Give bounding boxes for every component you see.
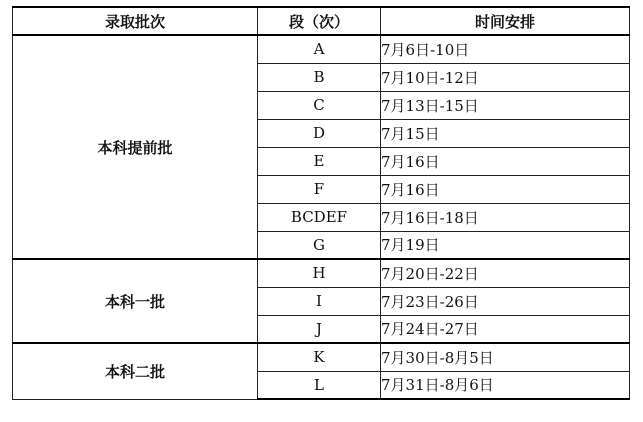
batch-cell: 本科一批	[13, 259, 258, 343]
segment-cell: A	[258, 35, 381, 63]
segment-cell: C	[258, 91, 381, 119]
time-cell: 7月13日-15日	[381, 91, 630, 119]
time-cell: 7月6日-10日	[381, 35, 630, 63]
segment-cell: I	[258, 287, 381, 315]
table-row	[13, 259, 630, 287]
time-cell: 7月10日-12日	[381, 63, 630, 91]
time-cell: 7月24日-27日	[381, 315, 630, 343]
time-cell: 7月20日-22日	[381, 259, 630, 287]
time-cell: 7月16日	[381, 175, 630, 203]
segment-cell: L	[258, 371, 381, 399]
time-cell: 7月15日	[381, 119, 630, 147]
admission-schedule-table	[12, 6, 630, 400]
header-batch: 录取批次	[13, 7, 258, 35]
admission-schedule-document	[12, 6, 629, 400]
segment-cell: G	[258, 231, 381, 259]
time-cell: 7月31日-8月6日	[381, 371, 630, 399]
time-cell: 7月19日	[381, 231, 630, 259]
header-time: 时间安排	[381, 7, 630, 35]
segment-cell: B	[258, 63, 381, 91]
header-segment: 段（次）	[258, 7, 381, 35]
table-row	[13, 35, 630, 63]
table-row	[13, 343, 630, 371]
batch-cell: 本科二批	[13, 343, 258, 399]
segment-cell: F	[258, 175, 381, 203]
time-cell: 7月30日-8月5日	[381, 343, 630, 371]
segment-cell: E	[258, 147, 381, 175]
batch-cell: 本科提前批	[13, 35, 258, 259]
segment-cell: H	[258, 259, 381, 287]
segment-cell: J	[258, 315, 381, 343]
header-row	[13, 7, 630, 35]
segment-cell: K	[258, 343, 381, 371]
time-cell: 7月16日	[381, 147, 630, 175]
segment-cell: D	[258, 119, 381, 147]
time-cell: 7月23日-26日	[381, 287, 630, 315]
time-cell: 7月16日-18日	[381, 203, 630, 231]
segment-cell: BCDEF	[258, 203, 381, 231]
